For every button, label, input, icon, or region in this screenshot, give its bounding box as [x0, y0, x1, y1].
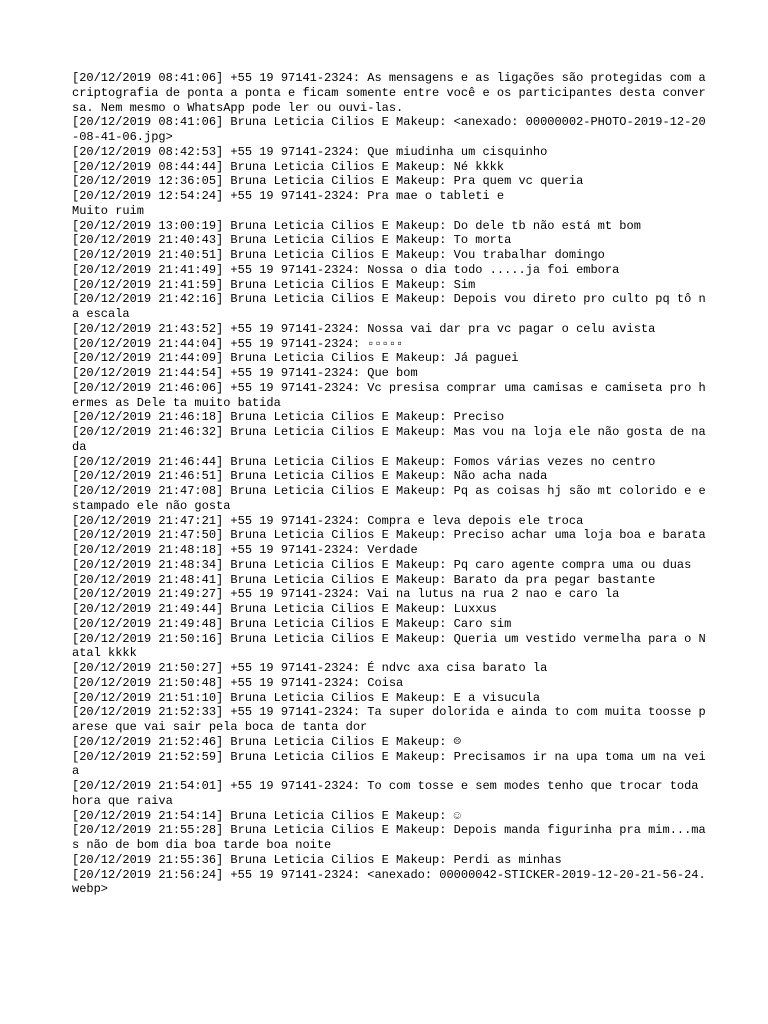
message-line: [20/12/2019 21:55:28] Bruna Leticia Cilios E Makeup: Depois manda figurinha pra mim...mas não de bom dia boa tarde boa noite [72, 823, 706, 852]
message-line: [20/12/2019 21:50:27] +55 19 97141-2324: É ndvc axa cisa barato la [72, 661, 548, 675]
message-line: [20/12/2019 21:41:59] Bruna Leticia Cilios E Makeup: Sim [72, 277, 476, 292]
message-line: [20/12/2019 21:49:48] Bruna Leticia Cilios E Makeup: Caro sim [72, 616, 512, 631]
message-line: [20/12/2019 21:44:54] +55 19 97141-2324: Que bom [72, 366, 418, 380]
message-line: [20/12/2019 21:47:50] Bruna Leticia Cilios E Makeup: Preciso achar uma loja boa e barata [72, 528, 706, 543]
message-line: [20/12/2019 21:40:43] Bruna Leticia Cilios E Makeup: To morta [72, 233, 512, 248]
message-line: [20/12/2019 21:54:01] +55 19 97141-2324: To com tosse e sem modes tenho que trocar toda hora que raiva [72, 779, 706, 808]
message-line: [20/12/2019 21:46:18] Bruna Leticia Cilios E Makeup: Preciso [72, 410, 505, 425]
message-line: [20/12/2019 12:36:05] Bruna Leticia Cilios E Makeup: Pra quem vc queria [72, 174, 584, 189]
message-line: [20/12/2019 08:44:44] Bruna Leticia Cilios E Makeup: Né kkkk [72, 159, 505, 174]
message-line: [20/12/2019 08:41:06] +55 19 97141-2324: As mensagens e as ligações são protegidas com a criptografia de ponta a ponta e ficam somente entre você e os participantes desta conversa. Nem mesmo o WhatsApp pode ler ou ouvi-las. [72, 71, 713, 115]
message-line: [20/12/2019 21:47:08] Bruna Leticia Cilios E Makeup: Pq as coisas hj são mt colorido e estampado ele não gosta [72, 484, 706, 513]
message-line: [20/12/2019 21:44:09] Bruna Leticia Cilios E Makeup: Já paguei [72, 351, 519, 366]
message-line: [20/12/2019 21:46:51] Bruna Leticia Cilios E Makeup: Não acha nada [72, 469, 548, 484]
message-line: [20/12/2019 21:52:46] Bruna Leticia Cilios E Makeup: ☹ [72, 734, 461, 749]
message-line: [20/12/2019 21:51:10] Bruna Leticia Cilios E Makeup: E a visucula [72, 690, 541, 705]
message-line: [20/12/2019 21:49:44] Bruna Leticia Cilios E Makeup: Luxxus [72, 602, 497, 616]
message-line: [20/12/2019 21:48:41] Bruna Leticia Cilios E Makeup: Barato da pra pegar bastante [72, 572, 656, 587]
chat-transcript [72, 71, 712, 897]
message-line: [20/12/2019 12:54:24] +55 19 97141-2324: Pra mae o tableti e Muito ruim [72, 189, 505, 218]
message-line: [20/12/2019 21:44:04] +55 19 97141-2324: ▫▫▫▫▫ [72, 336, 404, 351]
message-line: [20/12/2019 21:46:06] +55 19 97141-2324: Vc presisa comprar uma camisas e camiseta pro hermes as Dele ta muito batida [72, 380, 706, 410]
message-line: [20/12/2019 21:41:49] +55 19 97141-2324: Nossa o dia todo .....ja foi embora [72, 262, 620, 277]
message-line: [20/12/2019 21:48:18] +55 19 97141-2324: Verdade [72, 543, 418, 557]
message-line: [20/12/2019 21:50:16] Bruna Leticia Cilios E Makeup: Queria um vestido vermelha para o Natal kkkk [72, 631, 706, 661]
message-line: [20/12/2019 21:50:48] +55 19 97141-2324: Coisa [72, 675, 404, 690]
message-line: [20/12/2019 21:43:52] +55 19 97141-2324: Nossa vai dar pra vc pagar o celu avista [72, 321, 656, 336]
message-line: [20/12/2019 21:56:24] +55 19 97141-2324: <anexado: 00000042-STICKER-2019-12-20-21-56-24.webp> [72, 867, 706, 897]
message-line: [20/12/2019 21:46:44] Bruna Leticia Cilios E Makeup: Fomos várias vezes no centro [72, 454, 656, 469]
message-line: [20/12/2019 08:41:06] Bruna Leticia Cilios E Makeup: <anexado: 00000002-PHOTO-2019-12-20-08-41-06.jpg> [72, 115, 706, 144]
message-line: [20/12/2019 21:42:16] Bruna Leticia Cilios E Makeup: Depois vou direto pro culto pq tô na escala [72, 292, 706, 321]
message-line: [20/12/2019 21:52:59] Bruna Leticia Cilios E Makeup: Precisamos ir na upa toma um na veia [72, 749, 706, 779]
message-line: [20/12/2019 21:54:14] Bruna Leticia Cilios E Makeup: ☺ [72, 808, 461, 823]
message-line: [20/12/2019 13:00:19] Bruna Leticia Cilios E Makeup: Do dele tb não está mt bom [72, 218, 641, 233]
message-line: [20/12/2019 08:42:53] +55 19 97141-2324: Que miudinha um cisquinho [72, 144, 548, 159]
message-line: [20/12/2019 21:40:51] Bruna Leticia Cilios E Makeup: Vou trabalhar domingo [72, 248, 605, 262]
message-line: [20/12/2019 21:48:34] Bruna Leticia Cilios E Makeup: Pq caro agente compra uma ou duas [72, 557, 692, 572]
message-line: [20/12/2019 21:49:27] +55 19 97141-2324: Vai na lutus na rua 2 nao e caro la [72, 587, 620, 602]
message-line: [20/12/2019 21:47:21] +55 19 97141-2324: Compra e leva depois ele troca [72, 513, 584, 528]
message-line: [20/12/2019 21:52:33] +55 19 97141-2324: Ta super dolorida e ainda to com muita toosse parese que vai sair pela boca de tanta dor [72, 705, 706, 734]
message-line: [20/12/2019 21:46:32] Bruna Leticia Cilios E Makeup: Mas vou na loja ele não gosta de nada [72, 425, 706, 454]
message-line: [20/12/2019 21:55:36] Bruna Leticia Cilios E Makeup: Perdi as minhas [72, 852, 562, 867]
